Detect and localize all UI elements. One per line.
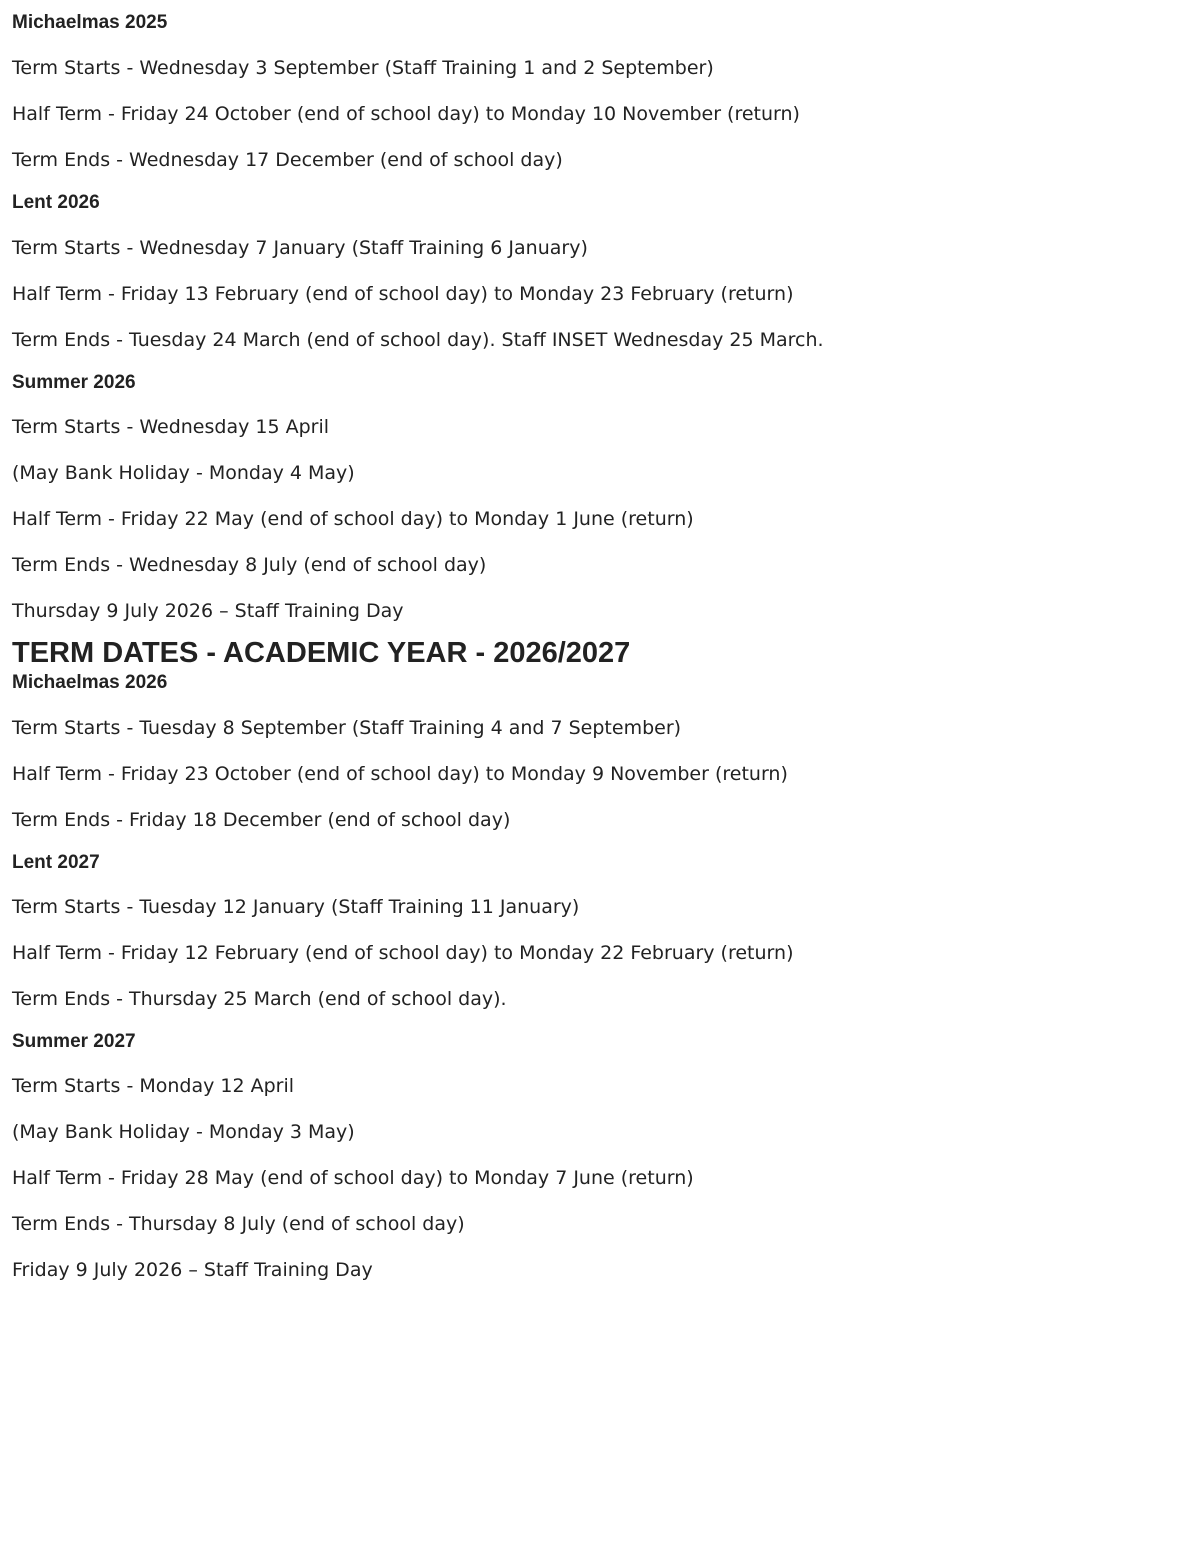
staff-training-day-line: Friday 9 July 2026 – Staff Training Day (12, 1259, 373, 1281)
term-ends-line: Term Ends - Tuesday 24 March (end of school day). Staff INSET Wednesday 25 March. (12, 329, 824, 351)
academic-year-title: TERM DATES - ACADEMIC YEAR - 2026/2027 (12, 637, 631, 669)
term-heading-summer-2027: Summer 2027 (12, 1031, 136, 1052)
half-term-line: Half Term - Friday 12 February (end of school day) to Monday 22 February (return) (12, 942, 794, 964)
term-heading-michaelmas-2025: Michaelmas 2025 (12, 12, 168, 33)
half-term-line: Half Term - Friday 24 October (end of school day) to Monday 10 November (return) (12, 103, 800, 125)
half-term-line: Half Term - Friday 23 October (end of school day) to Monday 9 November (return) (12, 763, 788, 785)
term-starts-line: Term Starts - Tuesday 8 September (Staff Training 4 and 7 September) (12, 717, 682, 739)
term-ends-line: Term Ends - Thursday 25 March (end of school day). (12, 988, 507, 1010)
term-ends-line: Term Ends - Thursday 8 July (end of school day) (12, 1213, 465, 1235)
term-ends-line: Term Ends - Friday 18 December (end of school day) (12, 809, 511, 831)
half-term-line: Half Term - Friday 22 May (end of school day) to Monday 1 June (return) (12, 508, 694, 530)
term-dates-document (12, 0, 1182, 1282)
term-starts-line: Term Starts - Monday 12 April (12, 1075, 295, 1097)
term-ends-line: Term Ends - Wednesday 17 December (end of school day) (12, 149, 563, 171)
term-starts-line: Term Starts - Wednesday 3 September (Staff Training 1 and 2 September) (12, 57, 714, 79)
term-heading-lent-2027: Lent 2027 (12, 852, 100, 873)
bank-holiday-line: (May Bank Holiday - Monday 4 May) (12, 462, 355, 484)
staff-training-day-line: Thursday 9 July 2026 – Staff Training Day (12, 600, 404, 622)
term-heading-michaelmas-2026: Michaelmas 2026 (12, 672, 168, 693)
half-term-line: Half Term - Friday 28 May (end of school day) to Monday 7 June (return) (12, 1167, 694, 1189)
term-starts-line: Term Starts - Tuesday 12 January (Staff Training 11 January) (12, 896, 580, 918)
term-starts-line: Term Starts - Wednesday 7 January (Staff Training 6 January) (12, 237, 588, 259)
term-starts-line: Term Starts - Wednesday 15 April (12, 416, 330, 438)
term-ends-line: Term Ends - Wednesday 8 July (end of school day) (12, 554, 487, 576)
half-term-line: Half Term - Friday 13 February (end of school day) to Monday 23 February (return) (12, 283, 794, 305)
term-heading-summer-2026: Summer 2026 (12, 372, 136, 393)
term-heading-lent-2026: Lent 2026 (12, 192, 100, 213)
bank-holiday-line: (May Bank Holiday - Monday 3 May) (12, 1121, 355, 1143)
